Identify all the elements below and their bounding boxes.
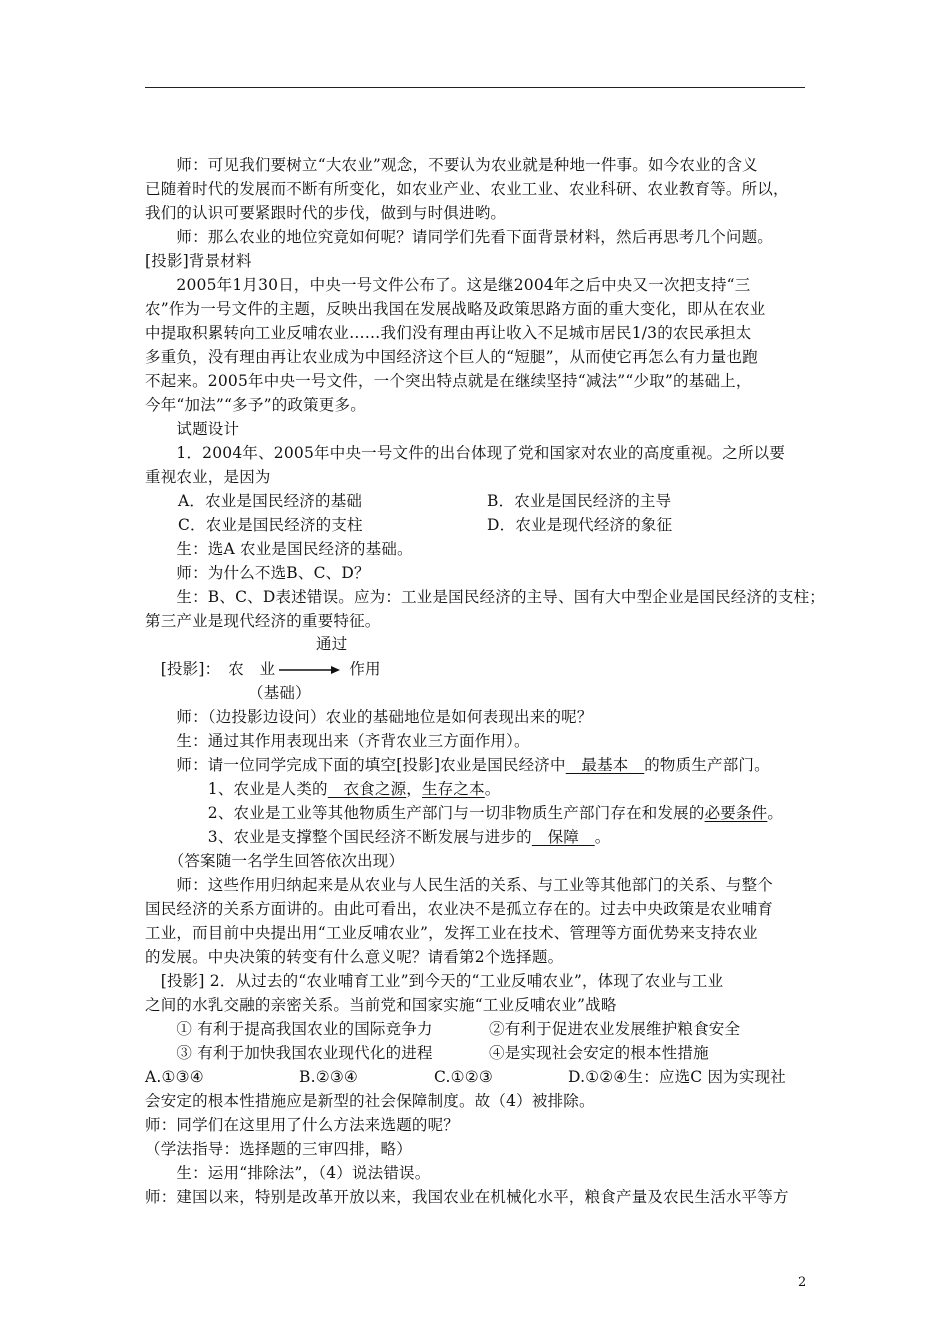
option-b: B．农业是国民经济的主导 bbox=[487, 492, 672, 510]
text-line: （学法指导：选择题的三审四排，略） bbox=[145, 1140, 412, 1158]
fill-blank: 必要条件 bbox=[704, 804, 768, 822]
fill-intro-line bbox=[145, 755, 815, 775]
text-line: [投影]背景材料 bbox=[145, 252, 252, 270]
diagram-line bbox=[145, 659, 815, 680]
text-line: 师：这些作用归纳起来是从农业与人民生活的关系、与工业等其他部门的关系、与整个 bbox=[145, 876, 774, 894]
fill-text: 1、农业是人类的 bbox=[145, 780, 328, 798]
fill-text: 2、农业是工业等其他物质生产部门与一切非物质生产部门存在和发展的 bbox=[145, 804, 705, 822]
fill-blank: 最基本 bbox=[565, 756, 645, 774]
text-line: 2005年1月30日，中央一号文件公布了。这是继2004年之后中央又一次把支持“三 bbox=[145, 276, 751, 294]
text-line: 师：（边投影边设问）农业的基础地位是如何表现出来的呢？ bbox=[145, 708, 593, 726]
text-line: 中提取积累转向工业反哺农业……我们没有理由再让收入不足城市居民1/3的农民承担太 bbox=[145, 324, 752, 342]
diagram-result: 作用 bbox=[349, 660, 381, 678]
option-c: C．农业是国民经济的支柱 bbox=[178, 516, 363, 534]
fill-text: 的物质生产部门。 bbox=[644, 756, 770, 774]
fill-text: 3、农业是支撑整个国民经济不断发展与进步的 bbox=[145, 828, 532, 846]
text-line: 师：可见我们要树立“大农业”观念，不要认为农业就是种地一件事。如今农业的含义 bbox=[145, 156, 758, 174]
text-line: 生：通过其作用表现出来（齐背农业三方面作用）。 bbox=[145, 732, 530, 750]
q2-item-4: ④是实现社会安定的根本性措施 bbox=[489, 1044, 709, 1062]
q2-item-3: ③ 有利于加快我国农业现代化的进程 bbox=[145, 1044, 433, 1062]
fill-text: 。 bbox=[594, 828, 611, 846]
diagram-prefix: [投影]： 农 业 bbox=[145, 660, 276, 678]
q2-item-2: ②有利于促进农业发展维护粮食安全 bbox=[489, 1020, 741, 1038]
text-line: 师：同学们在这里用了什么方法来选题的呢？ bbox=[145, 1116, 460, 1134]
text-line: 重视农业，是因为 bbox=[145, 468, 271, 486]
fill-text: 。 bbox=[484, 780, 501, 798]
fill-note: （答案随一名学生回答依次出现） bbox=[145, 852, 405, 870]
text-line: 之间的水乳交融的亲密关系。当前党和国家实施“工业反哺农业”战略 bbox=[145, 996, 617, 1014]
fill-item-1 bbox=[145, 779, 815, 799]
text-line: 的发展。中央决策的转变有什么意义呢？请看第2个选择题。 bbox=[145, 948, 564, 966]
text-line: 生：B、C、D表述错误。应为：工业是国民经济的主导、国有大中型企业是国民经济的支柱； bbox=[145, 588, 825, 606]
text-line: 师：建国以来，特别是改革开放以来，我国农业在机械化水平，粮食产量及农民生活水平等方 bbox=[145, 1188, 789, 1206]
text-line: 生：选A 农业是国民经济的基础。 bbox=[145, 540, 413, 558]
text-line: 工业，而目前中央提出用“工业反哺农业”，发挥工业在技术、管理等方面优势来支持农业 bbox=[145, 924, 758, 942]
q2-answer-d: D.①②④生：应选C 因为实现社 bbox=[568, 1068, 786, 1086]
fill-text: 师：请一位同学完成下面的填空[投影]农业是国民经济中 bbox=[145, 756, 566, 774]
text-line: 1．2004年、2005年中央一号文件的出台体现了党和国家对农业的高度重视。之所以要 bbox=[145, 444, 786, 462]
fill-text: 。 bbox=[767, 804, 784, 822]
text-line: 师：那么农业的地位究竟如何呢？请同学们先看下面背景材料，然后再思考几个问题。 bbox=[145, 228, 774, 246]
q2-answer-b: B.②③④ bbox=[299, 1068, 359, 1086]
text-line: 师：为什么不选B、C、D？ bbox=[145, 564, 370, 582]
q2-answer-c: C.①②③ bbox=[434, 1068, 493, 1086]
text-line: 多重负，没有理由再让农业成为中国经济这个巨人的“短腿”，从而使它再怎么有力量也跑 bbox=[145, 348, 758, 366]
text-line: 试题设计 bbox=[145, 420, 240, 438]
text-line: [投影] 2．从过去的“农业哺育工业”到今天的“工业反哺农业”，体现了农业与工业 bbox=[145, 972, 724, 990]
text-line: 农”作为一号文件的主题，反映出我国在发展战略及政策思路方面的重大变化，即从在农业 bbox=[145, 300, 766, 318]
fill-blank: 生存之本 bbox=[421, 780, 485, 798]
text-line: 国民经济的关系方面讲的。由此可看出，农业决不是孤立存在的。过去中央政策是农业哺育 bbox=[145, 900, 774, 918]
option-a: A．农业是国民经济的基础 bbox=[178, 492, 363, 510]
text-line: 已随着时代的发展而不断有所变化，如农业产业、农业工业、农业科研、农业教育等。所以， bbox=[145, 180, 789, 198]
fill-item-3 bbox=[145, 827, 815, 847]
page-number: 2 bbox=[798, 1275, 807, 1290]
text-line: 不起来。2005年中央一号文件，一个突出特点就是在继续坚持“减法”“少取”的基础上， bbox=[145, 372, 752, 390]
text-line: 第三产业是现代经济的重要特征。 bbox=[145, 612, 381, 630]
option-d: D．农业是现代经济的象征 bbox=[487, 516, 673, 534]
q2-item-1: ① 有利于提高我国农业的国际竞争力 bbox=[145, 1020, 433, 1038]
text-line: 今年“加法”“多予”的政策更多。 bbox=[145, 396, 366, 414]
text-line: 我们的认识可要紧跟时代的步伐，做到与时俱进哟。 bbox=[145, 204, 507, 222]
arrow-right-icon bbox=[279, 660, 341, 680]
fill-text: ， bbox=[406, 780, 422, 798]
text-line: 会安定的根本性措施应是新型的社会保障制度。故（4）被排除。 bbox=[145, 1092, 595, 1110]
text-line: 生：运用“排除法”，（4）说法错误。 bbox=[145, 1164, 431, 1182]
header-rule bbox=[145, 87, 805, 88]
q2-answer-a: A.①③④ bbox=[145, 1068, 204, 1086]
fill-blank: 保障 bbox=[531, 828, 595, 846]
diagram-bottom-label: （基础） bbox=[248, 684, 311, 702]
fill-blank: 衣食之源 bbox=[327, 780, 407, 798]
diagram-top-label: 通过 bbox=[316, 635, 348, 653]
fill-item-2 bbox=[145, 803, 815, 823]
